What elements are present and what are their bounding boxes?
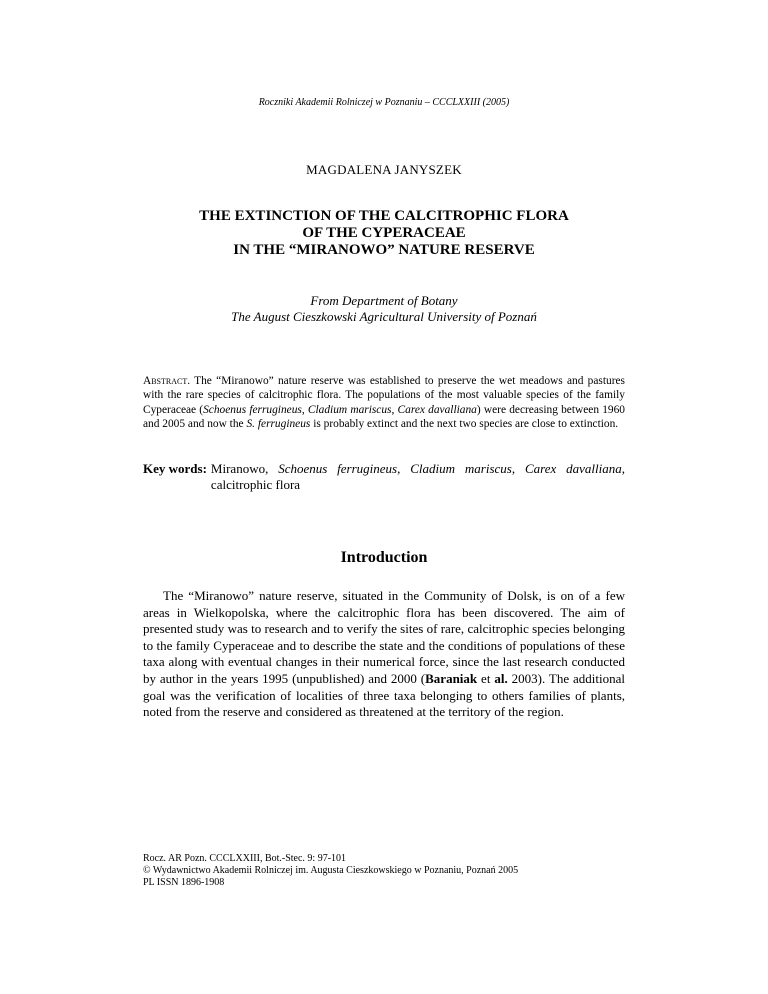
abstract-text: is probably extinct and the next two species are close to extinction. xyxy=(310,417,619,430)
abstract xyxy=(143,374,625,431)
species-name: S. ferrugineus xyxy=(246,417,311,430)
title-line: THE EXTINCTION OF THE CALCITROPHIC FLORA xyxy=(199,208,569,224)
title-line: IN THE “MIRANOWO” NATURE RESERVE xyxy=(233,242,535,258)
keywords xyxy=(143,461,625,493)
footer-line: PL ISSN 1896-1908 xyxy=(143,877,225,888)
section-heading-introduction: Introduction xyxy=(340,549,428,566)
article-title xyxy=(0,208,768,259)
author-name: MAGDALENA JANYSZEK xyxy=(306,162,462,177)
keywords-list xyxy=(211,461,625,493)
citation-author: al. xyxy=(494,670,508,686)
paragraph-text: The “Miranowo” nature reserve, situated in the Community of Dolsk, is on of a few areas in Wielkopolska, where the calcitrophic flora has been discovered. The aim of presented study was to research and to verify the sites of rare, calcitrophic species belonging to the family Cyperaceae and to describe the state and the conditions of populations of these taxa along with eventual changes in their numerical force, since the last research conducted by author in the years 1995 (unpublished) and 2000 ( xyxy=(143,588,625,686)
citation-author: Baraniak xyxy=(425,670,478,686)
abstract-label: Abstract xyxy=(143,375,188,387)
affiliation xyxy=(0,293,768,325)
abstract-text: , xyxy=(391,403,398,416)
species-name: Carex davalliana xyxy=(397,403,477,416)
paragraph-text: 2003). The additional goal was the verification of localities of three taxa belonging to others families of plants, noted from the reserve and considered as threatened at the territory of the region. xyxy=(143,670,625,720)
species-name: Schoenus ferrugineus xyxy=(203,403,302,416)
keyword: , calcitrophic flora xyxy=(210,461,625,492)
keywords-label: Key words: xyxy=(143,461,207,476)
keyword-separator: , xyxy=(397,461,411,476)
paragraph-text: et xyxy=(477,670,495,686)
keyword-separator: , xyxy=(511,461,525,476)
keyword: Cladium mariscus xyxy=(410,461,512,476)
running-head: Roczniki Akademii Rolniczej w Poznaniu – CCCLXXIII (2005) xyxy=(258,97,510,108)
abstract-text: , xyxy=(301,403,308,416)
keyword: Carex davalliana xyxy=(524,461,622,476)
abstract-text: . The “Miranowo” nature reserve was established to preserve the wet meadows and pastures with the rare species of calcitrophic flora. The populations of the most valuable species of the family Cyperaceae ( xyxy=(143,375,625,416)
species-name: Cladium mariscus xyxy=(307,403,392,416)
keyword: Schoenus ferrugineus xyxy=(278,461,398,476)
affiliation-line: From Department of Botany xyxy=(310,293,458,308)
title-line: OF THE CYPERACEAE xyxy=(302,225,466,241)
introduction-paragraph xyxy=(143,588,625,721)
abstract-text: ) were decreasing between 1960 and 2005 and now the xyxy=(143,403,626,430)
publication-footer xyxy=(143,853,625,889)
footer-line: Rocz. AR Pozn. CCCLXXIII, Bot.-Stec. 9: 97-101 xyxy=(143,853,347,864)
footer-line: © Wydawnictwo Akademii Rolniczej im. Augusta Cieszkowskiego w Poznaniu, Poznań 2005 xyxy=(143,865,519,876)
keyword: Miranowo, xyxy=(210,461,279,476)
affiliation-line: The August Cieszkowski Agricultural University of Poznań xyxy=(231,309,537,324)
